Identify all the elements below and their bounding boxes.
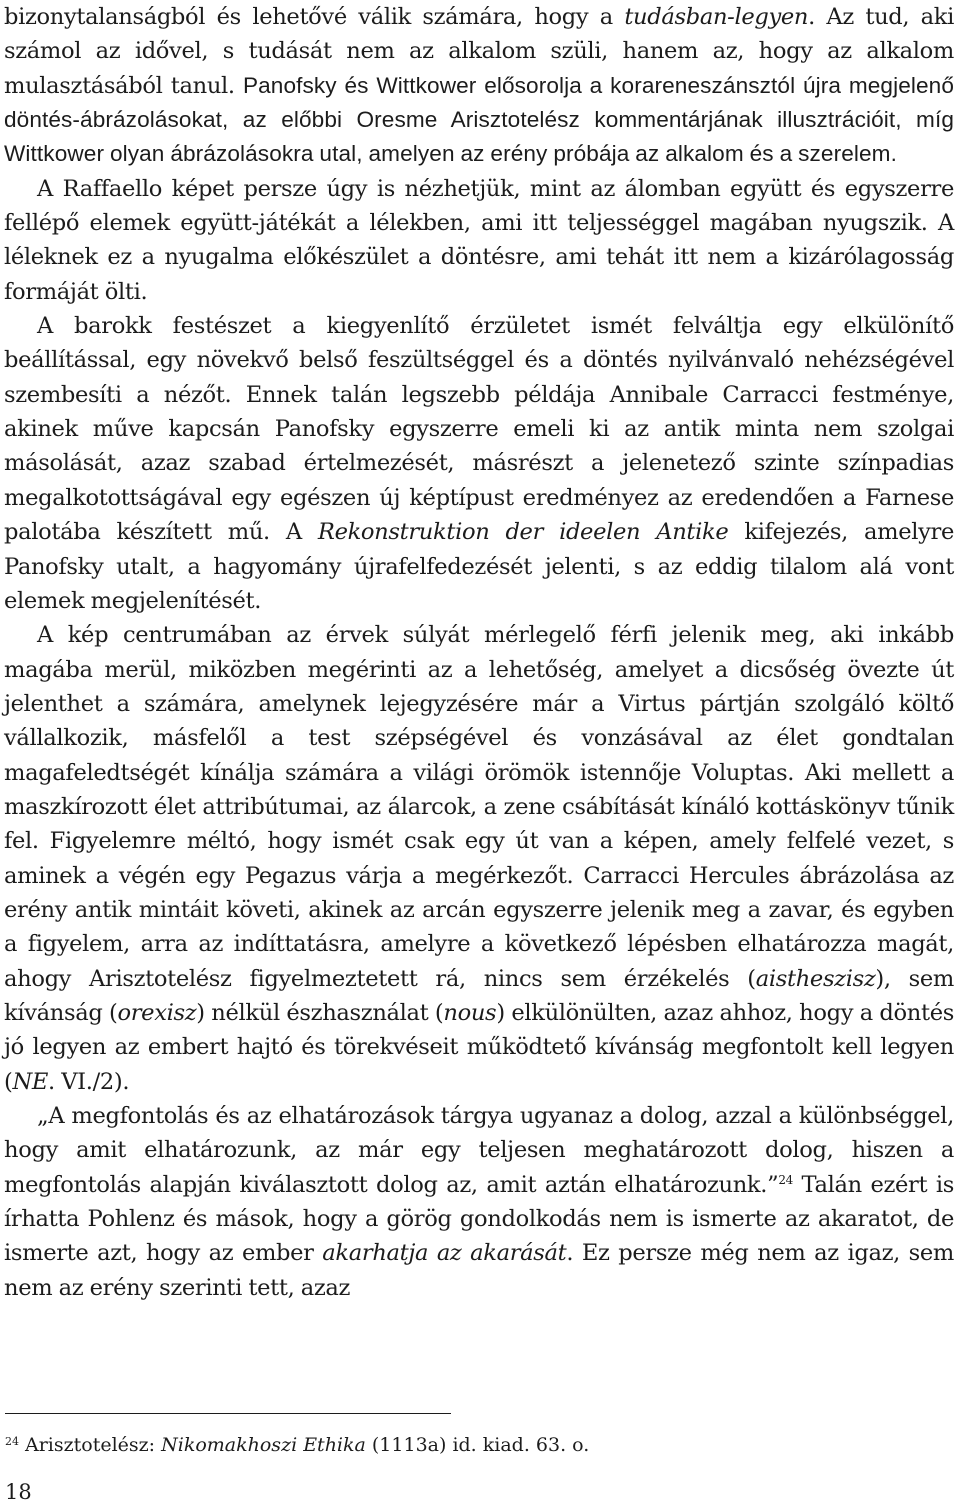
document-page [4, 0, 954, 1305]
footnote-separator [5, 1413, 451, 1414]
paragraph [4, 1099, 954, 1305]
body-text [4, 0, 954, 1305]
text-run: . Ez persze még nem az igaz, sem nem az erény szerinti tett, azaz [4, 1240, 954, 1301]
text-run: ) elkülönülten, azaz ahhoz, hogy a döntés jó legyen az embert hajtó és törekvéseit működtető kívánság megfontolt kell legyen ( [4, 999, 954, 1095]
italic-run: akarhatja az akarását [322, 1240, 567, 1267]
italic-run: nous [443, 999, 497, 1026]
text-run: Panofsky és Wittkower elősorolja a korareneszánsztól újra megjelenő döntés-ábrázolásokat, az előbbi Oresme Arisztotelész kommentárjának illusztrációit, míg Wittkower olyan ábrázolásokra utal, amelyen az erény próbája az alkalom és a szerelem. [4, 72, 954, 167]
text-run: A barokk festészet a kiegyenlítő érzületet ismét felváltja egy elkülönítő beállítással, egy növekvő belső feszültséggel és a döntés nyilvánvaló nehézségével szembesíti a nézőt. Ennek talán legszebb példája Annibale Carracci festménye, akinek műve kapcsán Panofsky egyszerre emeli ki az antik minta nem szolgai másolását, azaz szabad értelmezését, másrészt a jelenetező szinte színpadias megalkotottságával egy egészen új képtípust eredményez az eredendően a Farnese palotába készített mű. A [4, 313, 954, 546]
paragraph [4, 618, 954, 1099]
footnote-mark: 24 [5, 1435, 19, 1448]
text-run: Talán ezért is írhatta Pohlenz és mások, hogy a görög gondolkodás nem is ismerte az akaratot, de ismerte azt, hogy az ember [4, 1171, 954, 1267]
paragraph [4, 0, 954, 172]
italic-run: tudásban-legyen [624, 4, 809, 30]
text-run: kifejezés, amelyre Panofsky utalt, a hagyomány újrafelfedezését jelenti, s az eddig tilalom alá vont elemek megjelenítését. [4, 519, 954, 614]
italic-run: NE [12, 1068, 49, 1095]
italic-run: orexisz [117, 999, 197, 1026]
footnote-text-after: (1113a) id. kiad. 63. o. [365, 1434, 590, 1456]
footnote-reference: 24 [778, 1172, 793, 1187]
text-run: ) nélkül észhasználat ( [196, 999, 444, 1026]
page-number: 18 [5, 1480, 32, 1504]
text-run: A kép centrumában az érvek súlyát mérlegelő férfi jelenik meg, aki inkább magába merül, miközben megérinti az a lehetőség, amelyet a dicsőség övezte út jelenthet a számára, amelynek lejegyzésére már a Virtus pártján szolgáló költő vállalkozik, másfelől a test szépségével és vonzásával az élet gondtalan magafeledtségét kínálja számára a világi örömök istennője Voluptas. Aki mellett a maszkírozott élet attribútumai, az álarcok, a zene csábítását kínáló kottáskönyv tűnik fel. Figyelemre méltó, hogy ismét csak egy út van a képen, amely felfelé vezet, s aminek a végén egy Pegazus várja a megérkezőt. Carracci Hercules ábrázolása az erény antik mintáit követi, akinek az arcán egyszerre jelenik meg a zavar, és egyben a figyelem, arra az indíttatásra, amelyre a következő lépésben elhatározza magát, ahogy Arisztotelész figyelmeztetett rá, nincs sem érzékelés ( [4, 622, 954, 992]
footnote-title: Nikomakhoszi Ethika [161, 1434, 366, 1456]
text-run: „A megfontolás és az elhatározások tárgya ugyanaz a dolog, azzal a különbséggel, hogy amit elhatározunk, az már egy teljesen meghatározott dolog, hiszen a megfontolás alapján kiválasztott dolog az, amit aztán elhatározunk.” [4, 1103, 954, 1198]
text-run: bizonytalanságból és lehetővé válik számára, hogy a [4, 4, 625, 30]
text-run: A Raffaello képet persze úgy is nézhetjük, mint az álomban együtt és egyszerre fellépő elemek együtt-játékát a lélekben, ami itt teljességgel magában nyugszik. A léleknek ez a nyugalma előkészület a döntésre, ami tehát itt nem a kizárólagosság formáját ölti. [4, 175, 954, 305]
text-run: . Az tud, aki számol az idővel, s tudását nem az alkalom szüli, hanem az, hogy az alkalom mulasztásából tanul. [4, 4, 954, 99]
footnote-text-before: Arisztotelész: [25, 1434, 162, 1456]
paragraph [4, 309, 954, 618]
italic-run: aistheszisz [755, 965, 876, 992]
italic-run: Rekonstruktion der ideelen Antike [317, 519, 729, 546]
text-run: . VI./2). [48, 1068, 130, 1095]
paragraph [4, 172, 954, 309]
text-run: ), sem kívánság ( [4, 965, 955, 1026]
footnote-24 [5, 1428, 589, 1459]
